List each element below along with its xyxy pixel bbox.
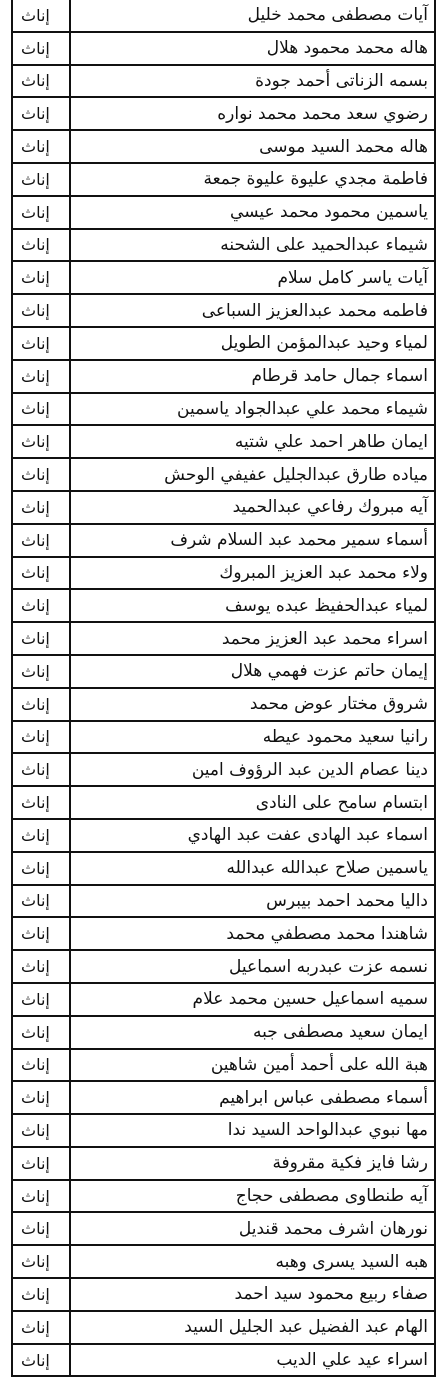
table-row	[13, 853, 434, 886]
gender-cell: إناث	[17, 918, 71, 949]
table-row	[13, 754, 434, 787]
gender-cell: إناث	[17, 0, 71, 31]
table-row	[13, 951, 434, 984]
table-row	[13, 197, 434, 230]
gender-cell: إناث	[17, 722, 71, 753]
name-cell: داليا محمد احمد بيبرس	[266, 890, 428, 911]
gender-cell: إناث	[17, 66, 71, 97]
table-row	[13, 558, 434, 591]
gender-cell: إناث	[17, 1050, 71, 1081]
table-row	[13, 689, 434, 722]
table-row	[13, 1312, 434, 1345]
name-cell: لمياء عبدالحفيظ عبده يوسف	[225, 595, 428, 616]
table-row	[13, 918, 434, 951]
names-table	[11, 0, 436, 1377]
gender-cell: إناث	[17, 558, 71, 589]
table-row	[13, 459, 434, 492]
name-cell: هبه السيد يسرى وهبه	[275, 1251, 428, 1272]
name-cell: آيه طنطاوى مصطفى حجاج	[235, 1186, 428, 1207]
name-cell: مياده طارق عبدالجليل عفيفي الوحش	[164, 464, 428, 485]
table-row	[13, 820, 434, 853]
table-row	[13, 33, 434, 66]
gender-cell: إناث	[17, 689, 71, 720]
name-cell: الهام عبد الفضيل عبد الجليل السيد	[184, 1317, 428, 1338]
name-cell: هاله محمد السيد موسى	[259, 136, 428, 157]
table-row	[13, 262, 434, 295]
gender-cell: إناث	[17, 33, 71, 64]
gender-cell: إناث	[17, 1246, 71, 1277]
gender-cell: إناث	[17, 1345, 71, 1376]
gender-cell: إناث	[17, 98, 71, 129]
table-row	[13, 886, 434, 919]
gender-cell: إناث	[17, 131, 71, 162]
gender-cell: إناث	[17, 230, 71, 261]
gender-cell: إناث	[17, 656, 71, 687]
gender-cell: إناث	[17, 295, 71, 326]
gender-cell: إناث	[17, 754, 71, 785]
gender-cell: إناث	[17, 525, 71, 556]
gender-cell: إناث	[17, 623, 71, 654]
gender-cell: إناث	[17, 1082, 71, 1113]
gender-cell: إناث	[17, 1279, 71, 1310]
gender-cell: إناث	[17, 1017, 71, 1048]
name-cell: شاهندا محمد مصطفي محمد	[226, 923, 428, 944]
gender-cell: إناث	[17, 1148, 71, 1179]
table-row	[13, 984, 434, 1017]
name-cell: آيات مصطفى محمد خليل	[247, 5, 428, 26]
name-cell: هاله محمد محمود هلال	[266, 38, 428, 59]
gender-cell: إناث	[17, 459, 71, 490]
name-cell: نورهان اشرف محمد قنديل	[238, 1218, 428, 1239]
gender-cell: إناث	[17, 1213, 71, 1244]
table-row	[13, 1050, 434, 1083]
name-cell: شيماء محمد علي عبدالجواد ياسمين	[177, 398, 428, 419]
gender-cell: إناث	[17, 1312, 71, 1343]
table-row	[13, 1115, 434, 1148]
table-row	[13, 590, 434, 623]
name-cell: ولاء محمد عبد العزيز المبروك	[219, 562, 428, 583]
gender-cell: إناث	[17, 590, 71, 621]
table-row	[13, 787, 434, 820]
table-row	[13, 1246, 434, 1279]
gender-cell: إناث	[17, 1115, 71, 1146]
name-cell: أسماء سمير محمد عبد السلام شرف	[170, 530, 428, 551]
table-row	[13, 230, 434, 263]
gender-cell: إناث	[17, 361, 71, 392]
name-cell: أسماء مصطفى عباس ابراهيم	[219, 1087, 428, 1108]
gender-cell: إناث	[17, 1181, 71, 1212]
table-row	[13, 164, 434, 197]
table-row	[13, 1345, 434, 1377]
table-row	[13, 623, 434, 656]
table-row	[13, 492, 434, 525]
table-row	[13, 426, 434, 459]
gender-cell: إناث	[17, 328, 71, 359]
name-cell: ياسمين محمود محمد عيسي	[230, 202, 428, 223]
name-cell: بسمه الزناتى أحمد جودة	[255, 70, 428, 91]
gender-cell: إناث	[17, 853, 71, 884]
name-cell: هبة الله على أحمد أمين شاهين	[210, 1054, 428, 1075]
table-row	[13, 1213, 434, 1246]
gender-cell: إناث	[17, 787, 71, 818]
table-row	[13, 1181, 434, 1214]
name-cell: اسراء عيد علي الديب	[276, 1350, 428, 1371]
name-cell: ايمان طاهر احمد علي شتيه	[234, 431, 428, 452]
table-row	[13, 0, 434, 33]
name-cell: اسراء محمد عبد العزيز محمد	[221, 628, 428, 649]
name-cell: سميه اسماعيل حسين محمد علام	[192, 989, 428, 1010]
table-row	[13, 328, 434, 361]
table-row	[13, 1017, 434, 1050]
table-row	[13, 131, 434, 164]
name-cell: رضوي سعد محمد محمد نواره	[217, 103, 428, 124]
name-cell: شروق مختار عوض محمد	[249, 694, 428, 715]
name-cell: ياسمين صلاح عبدالله عبدالله	[226, 858, 428, 879]
table-row	[13, 361, 434, 394]
name-cell: آيات ياسر كامل سلام	[277, 267, 428, 288]
gender-cell: إناث	[17, 951, 71, 982]
name-cell: ايمان سعيد مصطفى جبه	[253, 1022, 428, 1043]
name-cell: فاطمة مجدي عليوة عليوة جمعة	[203, 169, 428, 190]
name-cell: رانيا سعيد محمود عيطه	[262, 726, 428, 747]
gender-cell: إناث	[17, 262, 71, 293]
table-row	[13, 1082, 434, 1115]
table-row	[13, 66, 434, 99]
name-cell: اسماء جمال حامد قرطام	[251, 366, 428, 387]
gender-cell: إناث	[17, 394, 71, 425]
name-cell: دينا عصام الدين عبد الرؤوف امين	[191, 759, 428, 780]
table-row	[13, 1148, 434, 1181]
table-row	[13, 722, 434, 755]
gender-cell: إناث	[17, 820, 71, 851]
gender-cell: إناث	[17, 886, 71, 917]
name-cell: إيمان حاتم عزت فهمي هلال	[230, 661, 428, 682]
name-cell: آيه مبروك رفاعي عبدالحميد	[232, 497, 428, 518]
gender-cell: إناث	[17, 984, 71, 1015]
gender-cell: إناث	[17, 492, 71, 523]
table-row	[13, 525, 434, 558]
table-row	[13, 295, 434, 328]
name-cell: مها نبوي عبدالواحد السيد ندا	[227, 1120, 428, 1141]
name-cell: ابتسام سامح على النادى	[255, 792, 428, 813]
table-row	[13, 98, 434, 131]
table-row	[13, 1279, 434, 1312]
name-cell: صفاء ربيع محمود سيد احمد	[234, 1284, 428, 1305]
name-cell: اسماء عبد الهادى عفت عبد الهادي	[187, 825, 428, 846]
name-cell: نسمه عزت عبدربه اسماعيل	[229, 956, 428, 977]
name-cell: شيماء عبدالحميد على الشحنه	[220, 234, 428, 255]
name-cell: رشا فايز فكية مقروفة	[272, 1153, 428, 1174]
table-row	[13, 656, 434, 689]
gender-cell: إناث	[17, 426, 71, 457]
name-cell: لمياء وحيد عبدالمؤمن الطويل	[220, 333, 428, 354]
gender-cell: إناث	[17, 197, 71, 228]
table-row	[13, 394, 434, 427]
name-cell: فاطمه محمد عبدالعزيز السباعى	[201, 300, 428, 321]
gender-cell: إناث	[17, 164, 71, 195]
